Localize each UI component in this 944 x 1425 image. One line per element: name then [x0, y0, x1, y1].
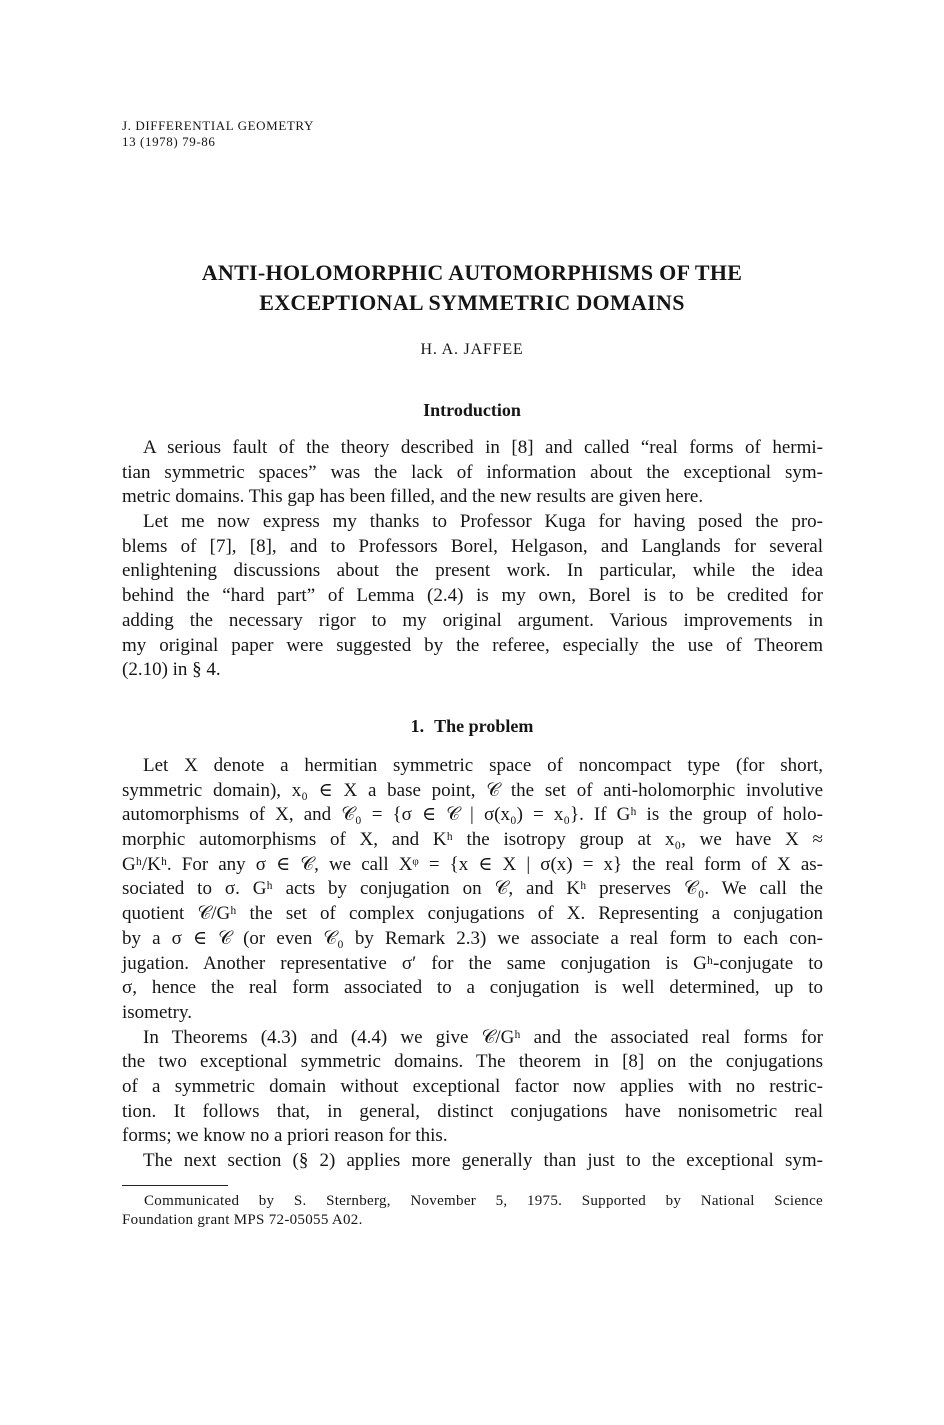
section-1-body	[122, 754, 823, 1174]
section-1-heading	[122, 716, 822, 737]
footnote-line-2: Foundation grant MPS 72-05055 A02.	[122, 1212, 363, 1228]
text-line: The next section (§ 2) applies more generally than just to the exceptional sym-	[143, 1150, 823, 1171]
text-line: symmetric domain), x₀ ∈ X a base point, 𝒞 the set of anti-holomorphic involutive	[122, 779, 823, 801]
introduction-body	[122, 436, 823, 683]
title-line-2: EXCEPTIONAL SYMMETRIC DOMAINS	[259, 290, 685, 315]
text-line: A serious fault of the theory described in [8] and called “real forms of hermi-	[143, 437, 823, 458]
section-title: The problem	[434, 716, 534, 736]
journal-header	[122, 118, 314, 150]
text-line: Let me now express my thanks to Professor Kuga for having posed the pro-	[143, 511, 823, 533]
text-line: metric domains. This gap has been filled, and the new results are given here.	[122, 486, 704, 508]
footnote-line-1: Communicated by S. Sternberg, November 5, 1975. Supported by National Science	[144, 1193, 823, 1209]
text-line: Gʰ/Kʰ. For any σ ∈ 𝒞, we call Xᵠ = {x ∈ X | σ(x) = x} the real form of X as-	[122, 853, 823, 875]
paper-title	[122, 258, 822, 318]
text-line: automorphisms of X, and 𝒞₀ = {σ ∈ 𝒞 | σ(x₀) = x₀}. If Gʰ is the group of holo-	[122, 804, 823, 826]
text-line: by a σ ∈ 𝒞 (or even 𝒞₀ by Remark 2.3) we associate a real form to each con-	[122, 927, 823, 949]
text-line: adding the necessary rigor to my original argument. Various improvements in	[122, 609, 823, 631]
text-line: σ, hence the real form associated to a conjugation is well determined, up to	[122, 977, 823, 999]
text-line: morphic automorphisms of X, and Kʰ the isotropy group at x₀, we have X ≈	[122, 829, 823, 851]
text-line: blems of [7], [8], and to Professors Borel, Helgason, and Langlands for several	[122, 535, 823, 557]
text-line: isometry.	[122, 1001, 193, 1023]
text-line: jugation. Another representative σ′ for the same conjugation is Gʰ-conjugate to	[122, 952, 823, 974]
text-line: my original paper were suggested by the referee, especially the use of Theorem	[122, 634, 823, 656]
text-line: forms; we know no a priori reason for this.	[122, 1125, 448, 1147]
introduction-heading: Introduction	[423, 400, 521, 420]
footnote	[122, 1192, 823, 1230]
title-line-1: ANTI-HOLOMORPHIC AUTOMORPHISMS OF THE	[201, 260, 743, 285]
text-line: enlightening discussions about the present work. In particular, while the idea	[122, 560, 823, 582]
journal-volume-pages: 13 (1978) 79-86	[122, 134, 216, 149]
text-line: quotient 𝒞/Gʰ the set of complex conjugations of X. Representing a conjugation	[122, 903, 823, 925]
section-number: 1.	[410, 716, 425, 736]
journal-name: J. DIFFERENTIAL GEOMETRY	[122, 118, 314, 133]
footnote-rule	[122, 1185, 228, 1186]
text-line: the two exceptional symmetric domains. The theorem in [8] on the conjugations	[122, 1051, 823, 1073]
author: H. A. JAFFEE	[420, 341, 524, 358]
text-line: (2.10) in § 4.	[122, 659, 221, 681]
text-line: In Theorems (4.3) and (4.4) we give 𝒞/Gʰ and the associated real forms for	[143, 1026, 823, 1048]
text-line: of a symmetric domain without exceptional factor now applies with no restric-	[122, 1075, 823, 1097]
text-line: tion. It follows that, in general, distinct conjugations have nonisometric real	[122, 1100, 823, 1122]
text-line: tian symmetric spaces” was the lack of information about the exceptional sym-	[122, 461, 823, 483]
text-line: behind the “hard part” of Lemma (2.4) is my own, Borel is to be credited for	[122, 585, 823, 607]
text-line: sociated to σ. Gʰ acts by conjugation on 𝒞, and Kʰ preserves 𝒞₀. We call the	[122, 878, 823, 900]
text-line: Let X denote a hermitian symmetric space of noncompact type (for short,	[143, 755, 823, 776]
